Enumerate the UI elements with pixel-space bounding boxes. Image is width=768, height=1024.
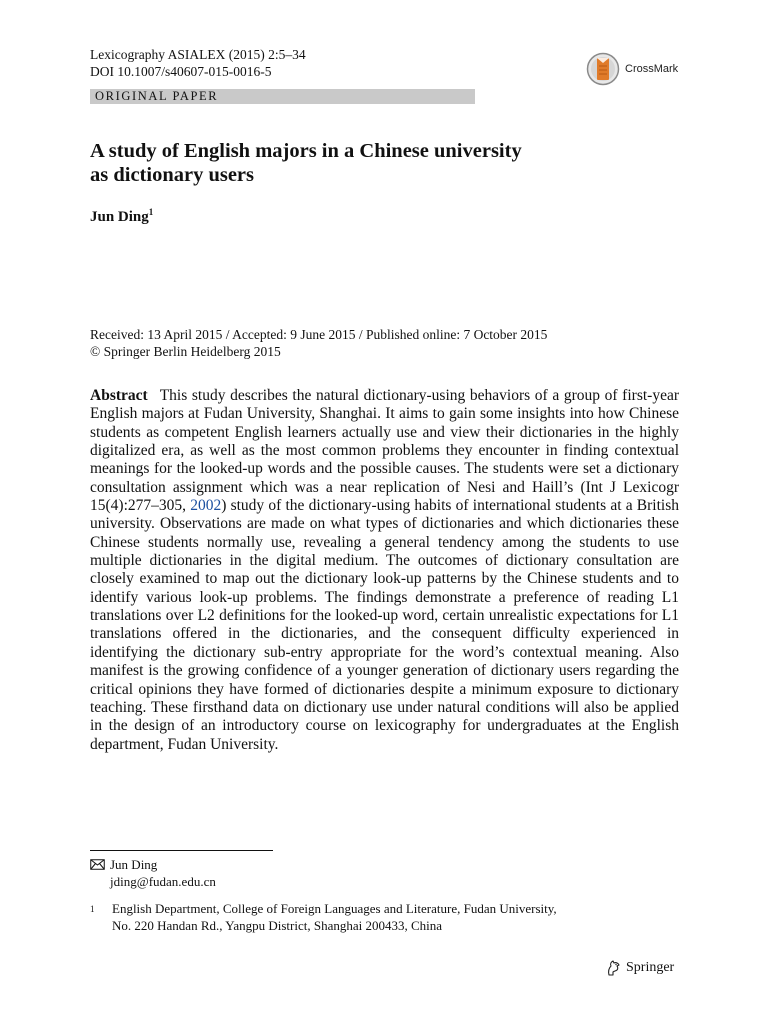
author-name[interactable]: Jun Ding bbox=[90, 209, 149, 225]
envelope-icon bbox=[90, 857, 110, 890]
author-affiliation-marker[interactable]: 1 bbox=[148, 207, 154, 217]
abstract bbox=[90, 387, 679, 754]
publication-history bbox=[90, 326, 547, 360]
abstract-text-part-1: This study describes the natural dictionary-using behaviors of a group of first-year English majors at Fudan University, Shanghai. It aims to gain some insights into how Chinese students as competent English learners actually use and view their dictionaries in the highly digitalized era, as well as the most common problems they encounter in finding contextual meanings for the looked-up words and the possible causes. The students were set a dictionary consultation assignment which was a near replication of Nesi and Haill’s (Int J Lexicogr 15(4):277–305, bbox=[90, 387, 679, 515]
abstract-label: Abstract bbox=[90, 387, 148, 404]
publisher-name: Springer bbox=[626, 960, 675, 975]
crossmark-icon bbox=[586, 52, 622, 86]
article-title bbox=[90, 139, 522, 187]
corresponding-author bbox=[90, 857, 216, 890]
journal-header bbox=[90, 46, 306, 80]
dates-line: Received: 13 April 2015 / Accepted: 9 June 2015 / Published online: 7 October 2015 bbox=[90, 327, 548, 342]
author-line bbox=[90, 209, 153, 226]
affiliation-line-1: English Department, College of Foreign Languages and Literature, Fudan University, bbox=[112, 901, 557, 916]
corr-author-email[interactable]: jding@fudan.edu.cn bbox=[110, 873, 216, 889]
springer-horse-icon bbox=[605, 959, 623, 977]
abstract-text-part-2: ) study of the dictionary-using habits of international students at a British university. Observations are made on what types of dictionaries and which dictionaries these Chinese students normally use, revealing a general tendency among the students to use multiple dictionaries in the digital medium. The outcomes of dictionary consultation are closely examined to map out the dictionary look-up patterns by the Chinese students and to identify various look-up problems. The findings demonstrate a preference of reading L1 translations over L2 definitions for the looked-up word, certain unrealistic expectations for L1 translations offered in the dictionaries, and the consequent difficulty experienced in identifying the dictionary sub-entry appropriate for the word’s contextual meaning. Also manifest is the growing confidence of a younger generation of dictionary users regarding the critical opinions they have formed of dictionaries despite a minimum exposure to dictionary teaching. These firsthand data on dictionary use under natural conditions will also be applied in the design of an introductory course on lexicography for undergraduates at the English department, Fudan University. bbox=[90, 497, 679, 753]
affiliation-footnote bbox=[90, 901, 557, 934]
title-line-1: A study of English majors in a Chinese university bbox=[90, 140, 522, 162]
footnote-divider bbox=[90, 850, 273, 851]
title-line-2: as dictionary users bbox=[90, 164, 254, 186]
citation-link[interactable]: 2002 bbox=[190, 497, 222, 515]
journal-citation: Lexicography ASIALEX (2015) 2:5–34 bbox=[90, 47, 306, 62]
article-type-banner: ORIGINAL PAPER bbox=[90, 89, 475, 104]
corr-author-name: Jun Ding bbox=[110, 857, 158, 872]
copyright-line: © Springer Berlin Heidelberg 2015 bbox=[90, 344, 281, 359]
publisher-logo bbox=[605, 959, 674, 977]
crossmark-badge[interactable] bbox=[586, 52, 678, 86]
crossmark-label: CrossMark bbox=[625, 63, 679, 75]
affiliation-line-2: No. 220 Handan Rd., Yangpu District, Shanghai 200433, China bbox=[112, 917, 443, 933]
affiliation-number: 1 bbox=[90, 904, 95, 914]
doi-line[interactable]: DOI 10.1007/s40607-015-0016-5 bbox=[90, 64, 272, 79]
